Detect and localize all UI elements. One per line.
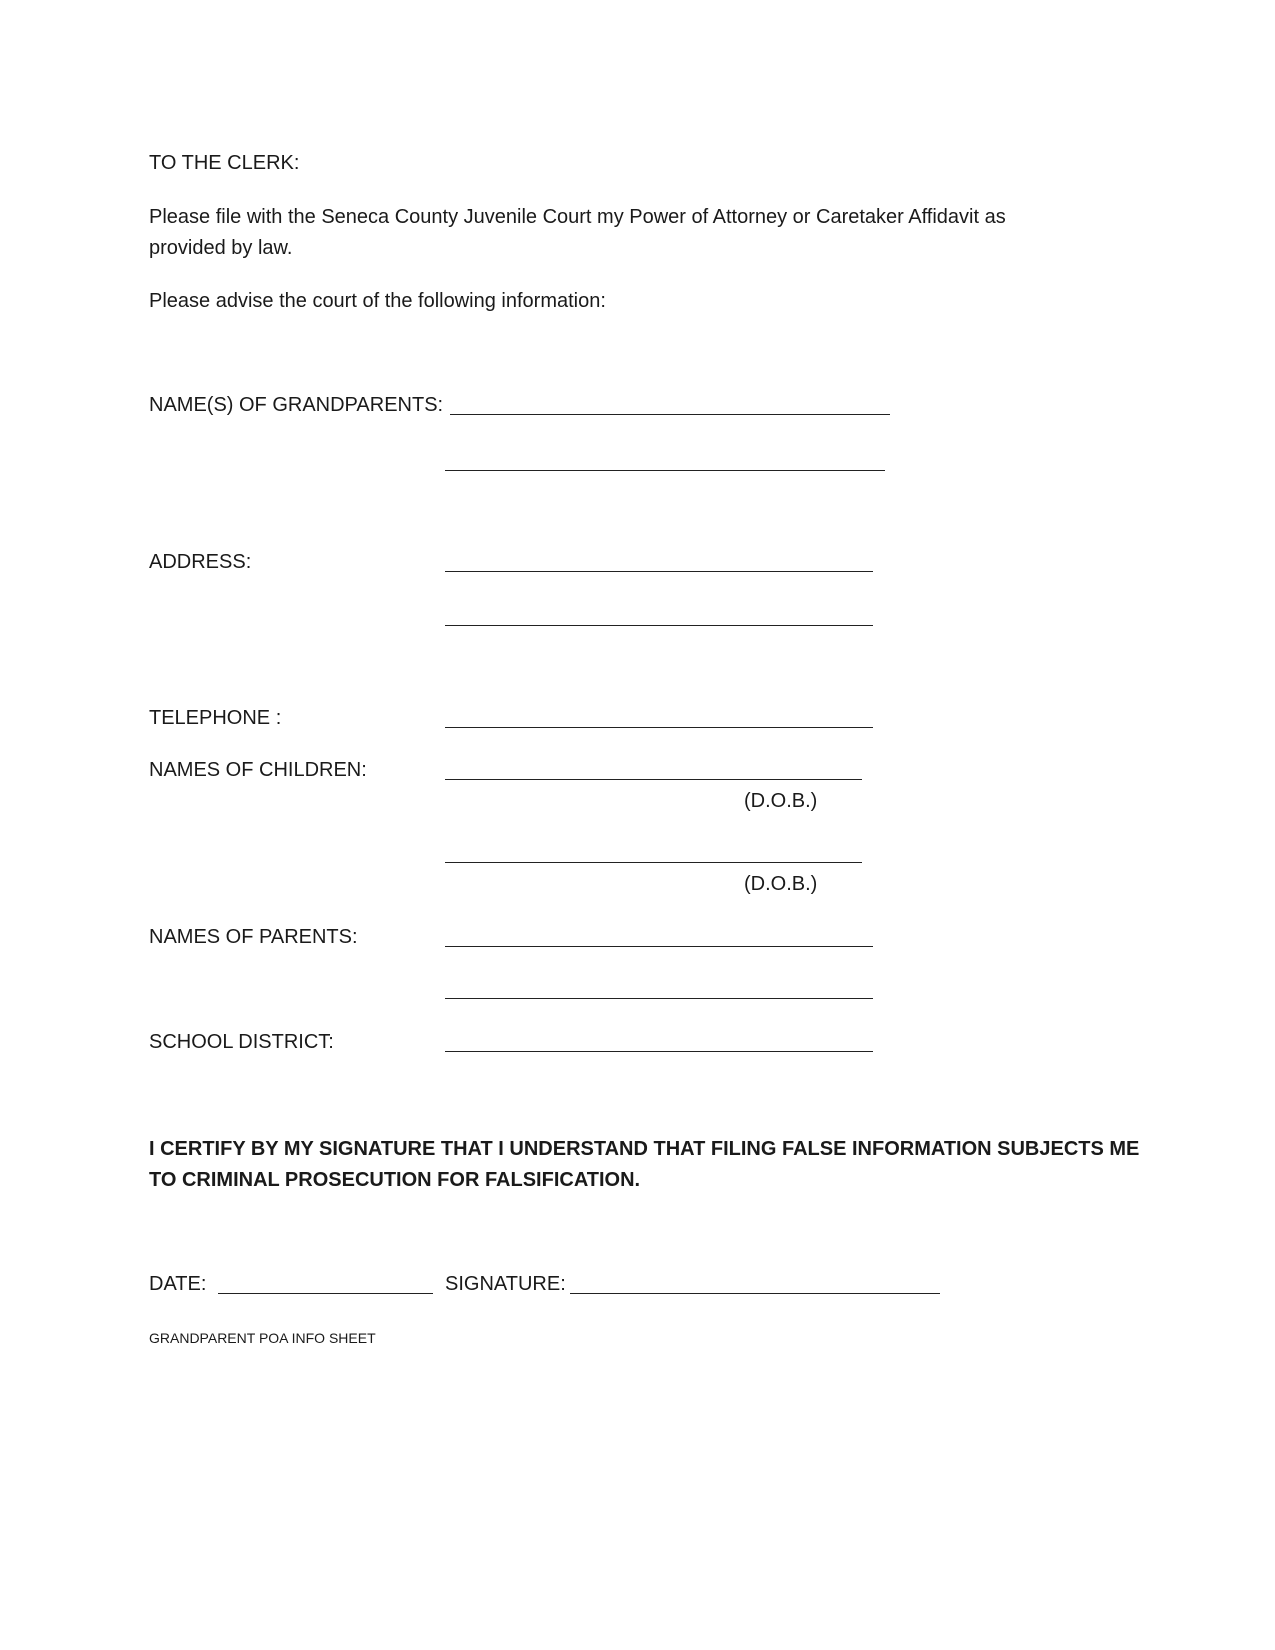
intro-paragraph: Please file with the Seneca County Juvenile Court my Power of Attorney or Caretaker Affidavit as provided by law. [149, 206, 1006, 259]
date-label: DATE: [149, 1273, 207, 1295]
school-district-field[interactable] [445, 1051, 873, 1052]
salutation: TO THE CLERK: [149, 152, 300, 174]
address-label: ADDRESS: [149, 551, 252, 573]
signature-field[interactable] [570, 1293, 940, 1294]
child-field-2[interactable] [445, 862, 862, 863]
signature-label: SIGNATURE: [445, 1273, 566, 1295]
parents-field-2[interactable] [445, 998, 873, 999]
grandparents-label: NAME(S) OF GRANDPARENTS: [149, 394, 444, 416]
children-label: NAMES OF CHILDREN: [149, 759, 367, 781]
child-field-1[interactable] [445, 779, 862, 780]
address-field-1[interactable] [445, 571, 873, 572]
grandparents-field-2[interactable] [445, 470, 885, 471]
parents-label: NAMES OF PARENTS: [149, 926, 358, 948]
school-district-label: SCHOOL DISTRICT: [149, 1031, 334, 1053]
telephone-field[interactable] [445, 727, 873, 728]
address-field-2[interactable] [445, 625, 873, 626]
grandparents-field-1[interactable] [450, 414, 890, 415]
dob-label-1: (D.O.B.) [744, 790, 818, 812]
certification-statement: I CERTIFY BY MY SIGNATURE THAT I UNDERSTAND THAT FILING FALSE INFORMATION SUBJECTS ME TO CRIMINAL PROSECUTION FOR FALSIFICATION. [149, 1138, 1140, 1191]
advise-paragraph: Please advise the court of the following information: [149, 290, 606, 312]
telephone-label: TELEPHONE : [149, 707, 282, 729]
dob-label-2: (D.O.B.) [744, 873, 818, 895]
date-field[interactable] [218, 1293, 433, 1294]
form-footer: GRANDPARENT POA INFO SHEET [149, 1330, 376, 1346]
parents-field-1[interactable] [445, 946, 873, 947]
